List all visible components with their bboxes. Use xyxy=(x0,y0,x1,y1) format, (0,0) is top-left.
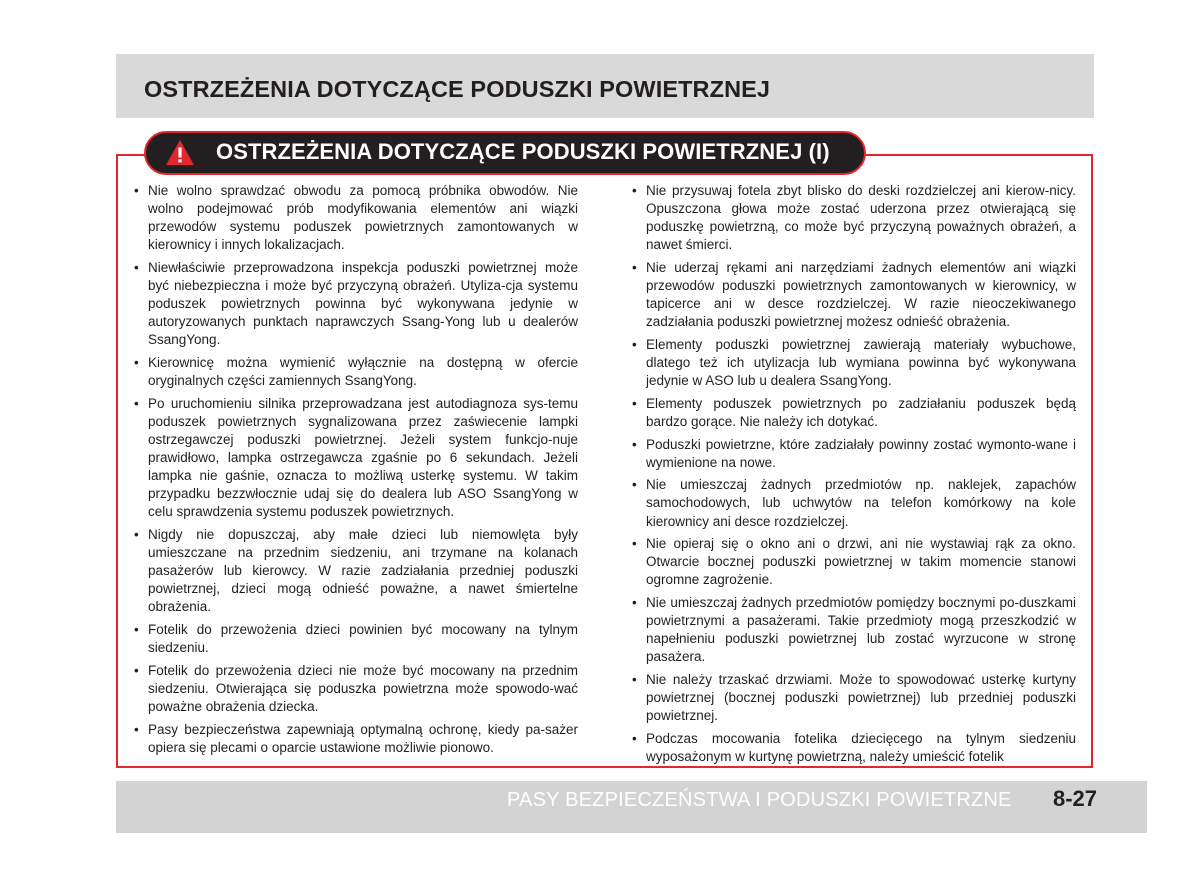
list-item: • Nie umieszczaj żadnych przedmiotów pomiędzy bocznymi po-duszkami powietrznymi a pasażerami. Takie przedmioty mogą przeszkodzić w napełnieniu poduszki powietrznej lub zostać wyrzucone w stronę pasażera. xyxy=(646,594,1076,666)
warning-triangle-icon xyxy=(165,139,195,166)
list-item: • Niewłaściwie przeprowadzona inspekcja poduszki powietrznej może być niebezpieczna i może być przyczyną obrażeń. Utyliza-cja systemu poduszek powietrznych powinna być wykonywana jedynie w autoryzowanych punktach naprawczych Ssang-Yong lub u dealerów SsangYong. xyxy=(148,259,578,349)
warning-list-left xyxy=(148,182,578,762)
list-item: • Elementy poduszek powietrznych po zadziałaniu poduszek będą bardzo gorące. Nie należy ich dotykać. xyxy=(646,395,1076,431)
list-item: • Nie przysuwaj fotela zbyt blisko do deski rozdzielczej ani kierow-nicy. Opuszczona głowa może zostać uderzona przez otwierającą się poduszkę powietrzną, co może być przyczyną poważnych obrażeń, a nawet śmierci. xyxy=(646,182,1076,254)
list-item: • Po uruchomieniu silnika przeprowadzana jest autodiagnoza sys-temu poduszek powietrznych sygnalizowana przez zaświecenie lampki ostrzegawczej poduszki powietrznej. Jeżeli system funkcjo-nuje prawidłowo, lampka ostrzegawcza zgaśnie po 6 sekundach. Jeżeli lampka nie gaśnie, oznacza to możliwą usterkę systemu. W takim przypadku bezzwłocznie udaj się do dealera lub ASO SsangYong w celu sprawdzenia systemu poduszek powietrznych. xyxy=(148,395,578,522)
footer-section-title: PASY BEZPIECZEŃSTWA I PODUSZKI POWIETRZNE xyxy=(507,789,1012,811)
list-item: • Nie należy trzaskać drzwiami. Może to spowodować usterkę kurtyny powietrznej (bocznej poduszki powietrznej) lub przedniej poduszki powietrznej. xyxy=(646,671,1076,725)
list-item: • Nie opieraj się o okno ani o drzwi, ani nie wystawiaj rąk za okno. Otwarcie bocznej poduszki powietrznej w takim momencie stanowi ogromne zagrożenie. xyxy=(646,535,1076,589)
list-item: • Nie umieszczaj żadnych przedmiotów np. naklejek, zapachów samochodowych, lub uchwytów na telefon komórkowy na kole kierownicy ani desce rozdzielczej. xyxy=(646,476,1076,530)
list-item: • Nigdy nie dopuszczaj, aby małe dzieci lub niemowlęta były umieszczane na przednim siedzeniu, ani trzymane na kolanach pasażerów lub kierowcy. W razie zadziałania przedniej poduszki powietrznej, dzieci mogą odnieść poważne, a nawet śmiertelne obrażenia. xyxy=(148,526,578,616)
list-item: • Kierownicę można wymienić wyłącznie na dostępną w ofercie oryginalnych części zamiennych SsangYong. xyxy=(148,354,578,390)
warning-title: OSTRZEŻENIA DOTYCZĄCE PODUSZKI POWIETRZNEJ (I) xyxy=(216,139,830,164)
list-item: • Nie wolno sprawdzać obwodu za pomocą próbnika obwodów. Nie wolno podejmować prób modyfikowania elementów ani wiązki przewodów systemu poduszek powietrznych zamontowanych w kierownicy i innych lokalizacjach. xyxy=(148,182,578,254)
list-item: • Nie uderzaj rękami ani narzędziami żadnych elementów ani wiązki przewodów poduszki powietrznych zamontowanych w kierownicy, w tapicerce ani w desce rozdzielczej. W razie nieoczekiwanego zadziałania poduszki powietrznej możesz odnieść obrażenia. xyxy=(646,259,1076,331)
list-item: • Elementy poduszki powietrznej zawierają materiały wybuchowe, dlatego też ich utylizacja lub wymiana powinna być wykonywana jedynie w ASO lub u dealera SsangYong. xyxy=(646,336,1076,390)
list-item: • Fotelik do przewożenia dzieci nie może być mocowany na przednim siedzeniu. Otwierająca się poduszka powietrzna może spowodo-wać poważne obrażenia dziecka. xyxy=(148,662,578,716)
list-item: • Poduszki powietrzne, które zadziałały powinny zostać wymonto-wane i wymienione na nowe. xyxy=(646,436,1076,472)
list-item: • Podczas mocowania fotelika dziecięcego na tylnym siedzeniu wyposażonym w kurtynę powietrzną, należy umieścić fotelik xyxy=(646,730,1076,766)
warning-list-right xyxy=(646,182,1076,771)
page-number: 8-27 xyxy=(1053,786,1098,811)
list-item: • Pasy bezpieczeństwa zapewniają optymalną ochronę, kiedy pa-sażer opiera się plecami o oparcie ustawione możliwie pionowo. xyxy=(148,721,578,757)
page-title: OSTRZEŻENIA DOTYCZĄCE PODUSZKI POWIETRZNEJ xyxy=(144,76,771,102)
list-item: • Fotelik do przewożenia dzieci powinien być mocowany na tylnym siedzeniu. xyxy=(148,621,578,657)
